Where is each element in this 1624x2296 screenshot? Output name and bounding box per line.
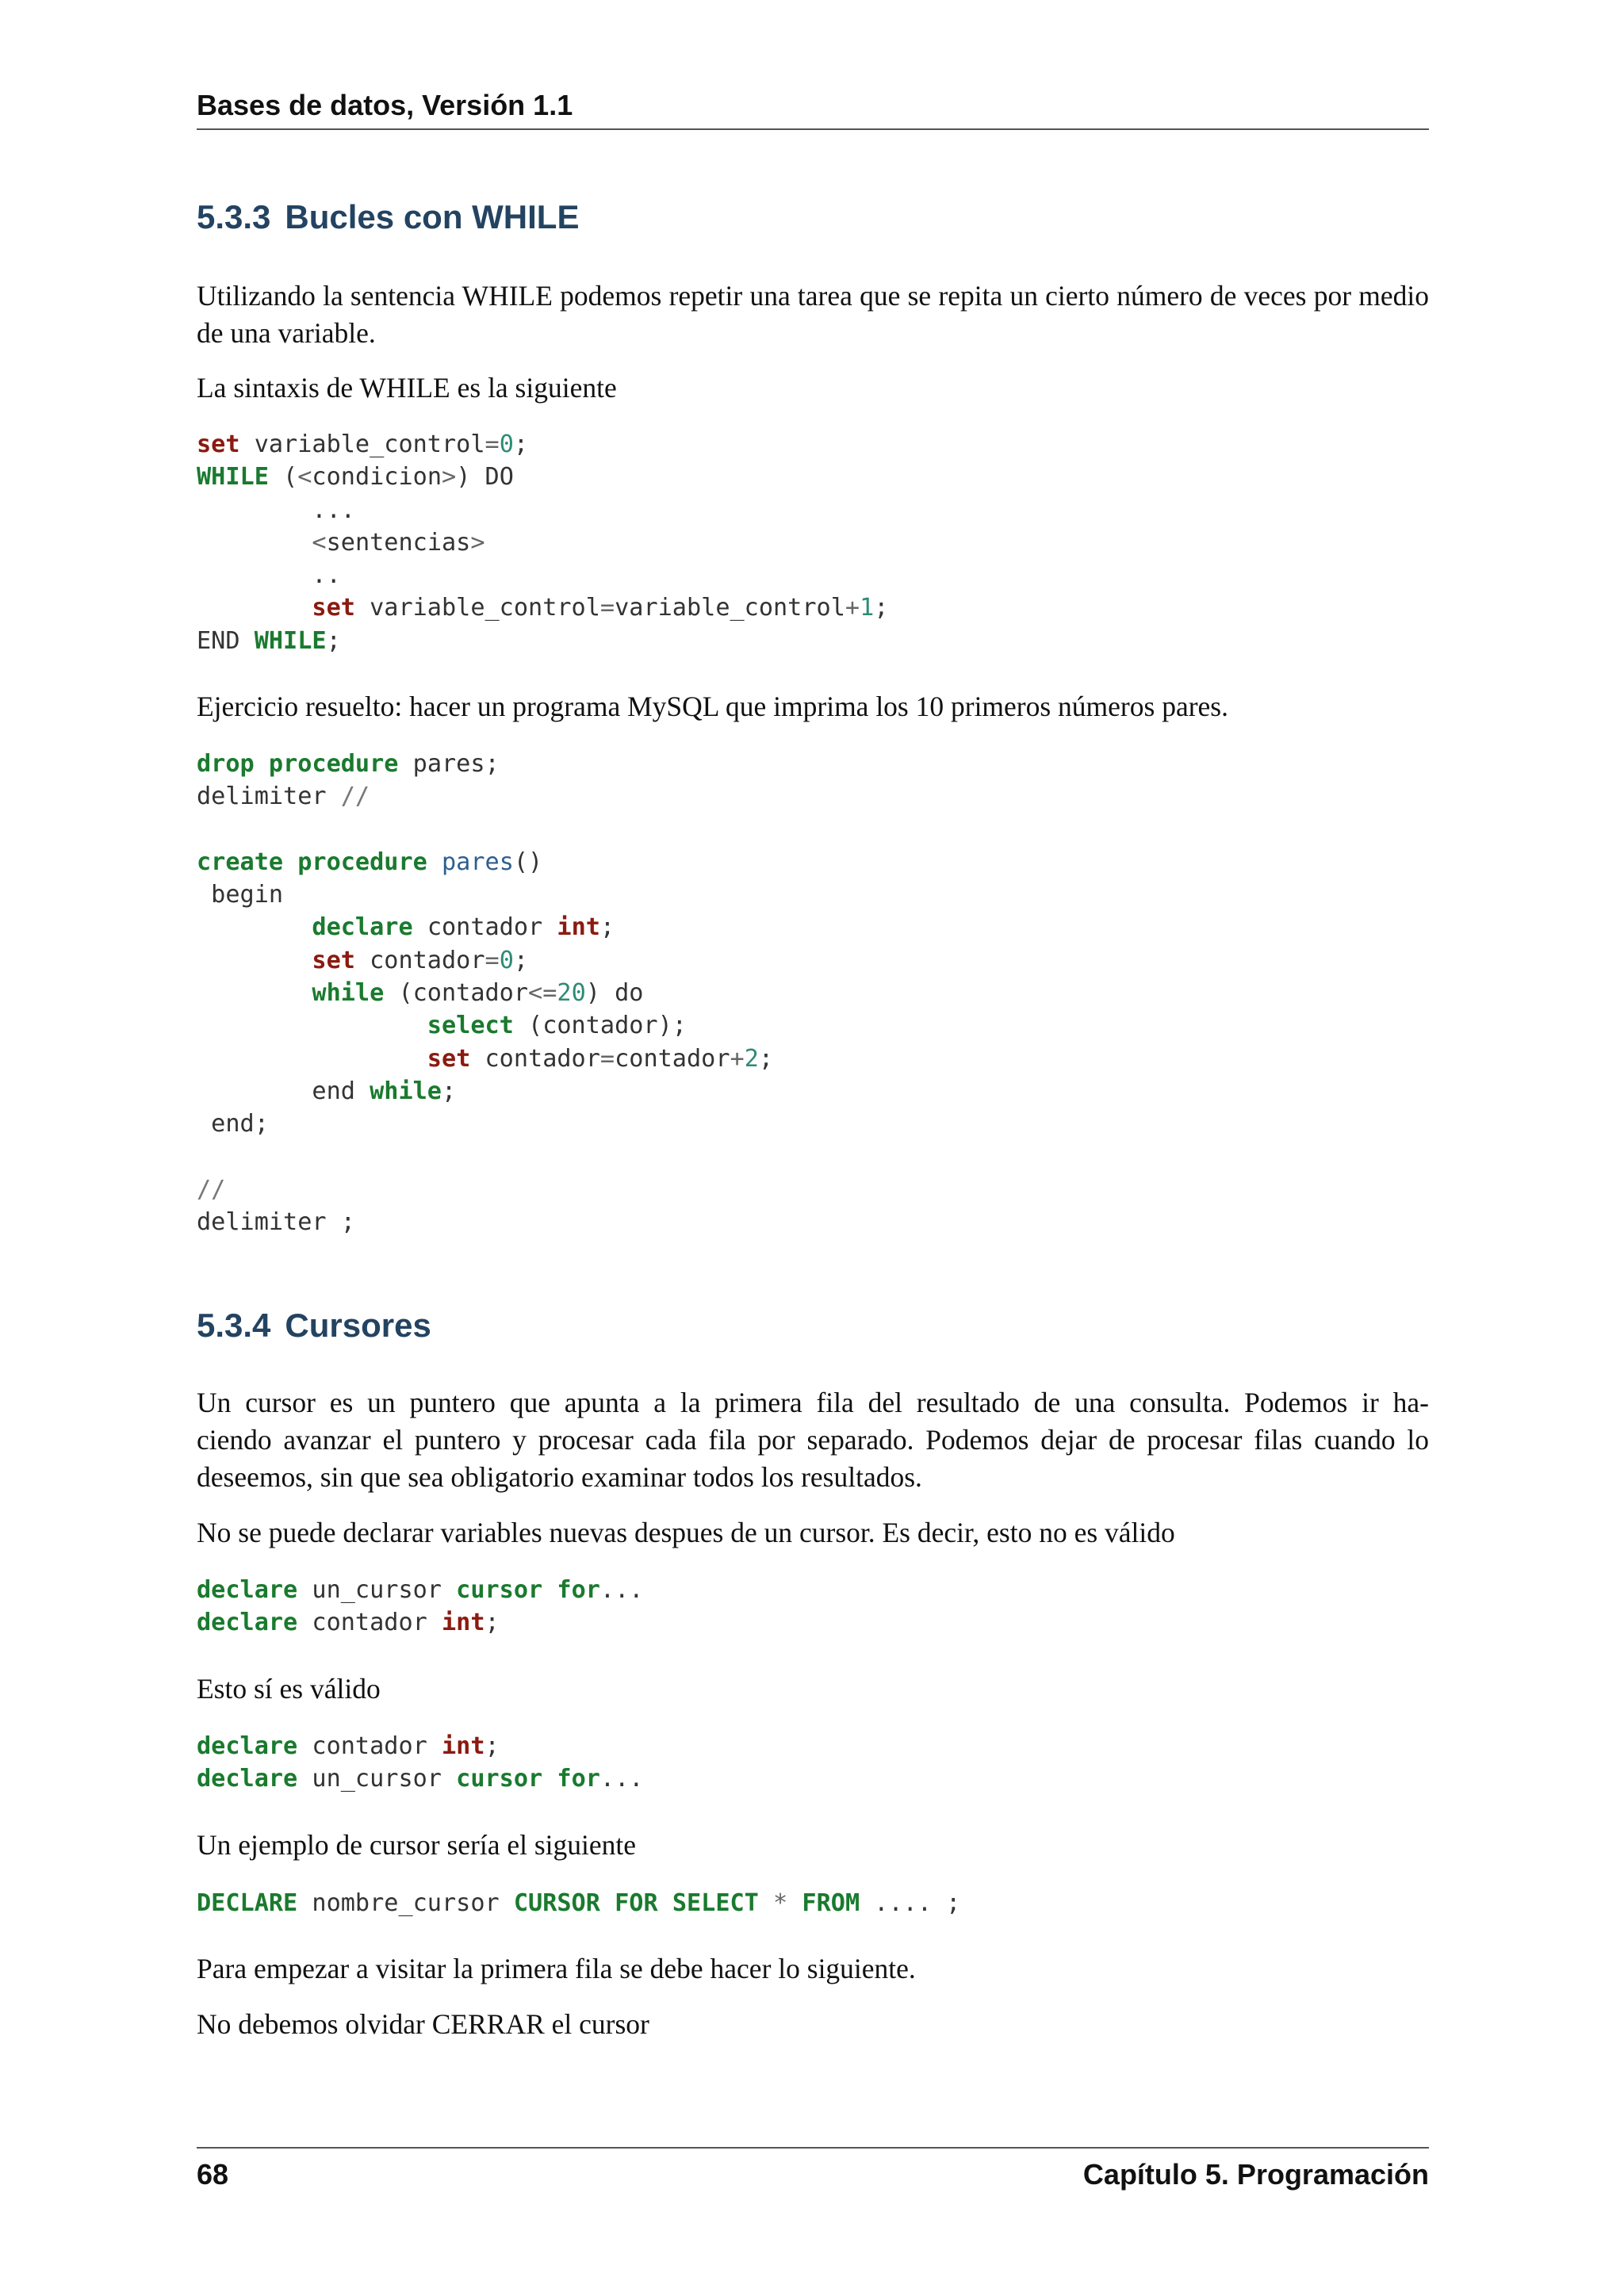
code-token: delimiter xyxy=(197,783,341,811)
code-token: variable_control xyxy=(239,430,485,458)
code-token: declare xyxy=(312,913,413,942)
code-token: 0 xyxy=(499,946,514,974)
code-token: sentencias xyxy=(326,528,471,557)
code-line xyxy=(197,1176,225,1203)
code-line xyxy=(197,913,615,941)
code-token: contador xyxy=(412,913,557,942)
code-token: = xyxy=(599,1044,615,1073)
code-token: int xyxy=(441,1732,485,1760)
code-token: set xyxy=(197,430,240,458)
code-token: .... ; xyxy=(860,1889,961,1917)
code-token: contador xyxy=(615,1044,730,1073)
code-line xyxy=(197,1732,500,1760)
code-token: 1 xyxy=(860,594,875,622)
code-token xyxy=(255,750,269,778)
code-token: for xyxy=(557,1576,600,1604)
code-token xyxy=(542,1765,557,1793)
code-token: set xyxy=(312,946,355,974)
code-token: begin xyxy=(197,881,284,909)
code-token: end; xyxy=(197,1110,269,1138)
code-token: < xyxy=(297,463,312,492)
code-token: FROM xyxy=(802,1889,860,1917)
code-line xyxy=(197,496,355,524)
section-title: Cursores xyxy=(285,1307,431,1344)
document-page xyxy=(197,0,1429,2296)
code-block-while-syntax xyxy=(197,428,888,657)
code-token: while xyxy=(370,1077,442,1105)
code-line xyxy=(197,463,514,491)
code-token: * xyxy=(773,1889,788,1917)
paragraph-valid-label: Esto sí es válido xyxy=(197,1673,381,1705)
paragraph-cursor-rule: No se puede declarar variables nuevas despues de un cursor. Es decir, esto no es válido xyxy=(197,1517,1175,1548)
code-block-cursor-example xyxy=(197,1887,960,1919)
code-token: select xyxy=(427,1012,514,1040)
page-footer xyxy=(197,2147,1429,2191)
section-number: 5.3.3 xyxy=(197,198,271,235)
code-token: contador xyxy=(470,1044,600,1073)
section-title: Bucles con WHILE xyxy=(285,198,580,235)
code-line xyxy=(197,1077,456,1105)
code-line xyxy=(197,1765,643,1793)
code-token: > xyxy=(442,463,457,492)
code-line xyxy=(197,979,643,1007)
code-token: END xyxy=(197,626,255,655)
code-token xyxy=(197,594,312,622)
code-block-valid-declare xyxy=(197,1730,643,1796)
code-token: pares xyxy=(442,848,514,876)
code-token: cursor xyxy=(456,1576,543,1604)
code-token: contador xyxy=(297,1609,442,1637)
code-token: ( xyxy=(268,463,298,492)
code-token: // xyxy=(197,1175,226,1203)
paragraph-line: deseemos, sin que sea obligatorio examinar todos los resultados. xyxy=(197,1461,922,1493)
code-token: set xyxy=(427,1044,471,1073)
code-token xyxy=(600,1889,615,1917)
code-block-invalid-declare xyxy=(197,1574,643,1640)
code-token: ; xyxy=(485,1732,500,1760)
paragraph-while-syntax-label: La sintaxis de WHILE es la siguiente xyxy=(197,372,617,404)
code-line xyxy=(197,881,283,909)
page-number: 68 xyxy=(197,2158,229,2191)
code-line xyxy=(197,594,888,622)
code-token: FOR xyxy=(615,1889,658,1917)
code-token: ; xyxy=(326,626,341,655)
code-token: int xyxy=(557,913,600,942)
code-token xyxy=(759,1889,773,1917)
code-line xyxy=(197,1609,500,1636)
code-token: procedure xyxy=(297,848,427,876)
code-token: procedure xyxy=(268,750,399,778)
code-token: nombre_cursor xyxy=(297,1889,514,1917)
code-token: variable_control xyxy=(615,594,845,622)
code-token: ; xyxy=(513,946,529,974)
code-token: int xyxy=(441,1609,485,1637)
code-line xyxy=(197,430,528,458)
paragraph-line: Un cursor es un puntero que apunta a la primera fila del resultado de una consulta. Podemos ir ha- xyxy=(197,1387,1429,1418)
code-token: declare xyxy=(197,1732,298,1760)
code-token: drop xyxy=(197,750,255,778)
code-token: ; xyxy=(758,1044,774,1073)
code-token: WHILE xyxy=(254,626,327,655)
code-token: WHILE xyxy=(197,463,269,492)
code-token: > xyxy=(470,528,485,557)
code-line xyxy=(197,561,341,589)
code-token: declare xyxy=(197,1765,298,1793)
code-token: variable_control xyxy=(354,594,600,622)
code-token: + xyxy=(845,594,860,622)
code-token: < xyxy=(312,528,327,557)
code-token xyxy=(283,848,297,876)
code-token: SELECT xyxy=(672,1889,759,1917)
code-block-pares-procedure xyxy=(197,748,773,1238)
code-token xyxy=(197,1045,427,1073)
code-token: = xyxy=(599,594,615,622)
code-token: create xyxy=(197,848,284,876)
code-line xyxy=(197,627,341,655)
code-line xyxy=(197,848,542,876)
code-token: ; xyxy=(513,430,529,458)
paragraph-line: ciendo avanzar el puntero y procesar cada fila por separado. Podemos dejar de procesar filas cuando lo xyxy=(197,1424,1429,1456)
code-token: declare xyxy=(197,1576,298,1604)
code-token: = xyxy=(485,430,500,458)
code-token xyxy=(197,979,312,1007)
code-token: 0 xyxy=(499,430,514,458)
code-line xyxy=(197,1045,773,1073)
section-heading-while xyxy=(197,198,1429,236)
code-line xyxy=(197,1110,269,1138)
code-token: ) do xyxy=(585,979,644,1008)
code-token: = xyxy=(485,946,500,974)
code-token xyxy=(197,913,312,941)
code-token: 20 xyxy=(557,979,586,1008)
code-token: set xyxy=(312,594,355,622)
code-token: un_cursor xyxy=(297,1576,457,1604)
code-token: ; xyxy=(599,913,615,942)
code-token: ... xyxy=(599,1576,644,1604)
code-token: + xyxy=(730,1044,745,1073)
code-token: (contador); xyxy=(513,1012,687,1040)
code-token: pares; xyxy=(398,750,500,778)
code-token: ; xyxy=(441,1077,457,1105)
code-line xyxy=(197,1889,960,1917)
code-line xyxy=(197,750,500,778)
paragraph-close-cursor: No debemos olvidar CERRAR el cursor xyxy=(197,2008,649,2040)
code-token: delimiter ; xyxy=(197,1208,355,1237)
paragraph-cursor-definition xyxy=(197,1384,1429,1496)
code-token: CURSOR xyxy=(513,1889,600,1917)
code-token: DECLARE xyxy=(197,1889,298,1917)
code-token: cursor xyxy=(456,1765,543,1793)
code-token: 2 xyxy=(744,1044,759,1073)
section-heading-cursores xyxy=(197,1307,1429,1345)
code-token: ; xyxy=(874,594,889,622)
code-token: while xyxy=(312,979,385,1008)
paragraph-visit-first-row: Para empezar a visitar la primera fila se debe hacer lo siguiente. xyxy=(197,1953,916,1984)
code-line xyxy=(197,783,370,810)
chapter-title: Capítulo 5. Programación xyxy=(1082,2158,1429,2191)
running-header: Bases de datos, Versión 1.1 xyxy=(197,89,1429,130)
code-token: declare xyxy=(197,1609,298,1637)
paragraph-while-intro: Utilizando la sentencia WHILE podemos repetir una tarea que se repita un cierto número de veces por medio de una variable. xyxy=(197,280,1429,349)
code-token: end xyxy=(197,1077,370,1105)
code-token xyxy=(658,1889,672,1917)
code-token: contador xyxy=(297,1732,442,1760)
code-token: () xyxy=(513,848,543,876)
code-line xyxy=(197,1208,355,1236)
paragraph-exercise: Ejercicio resuelto: hacer un programa MySQL que imprima los 10 primeros números pares. xyxy=(197,691,1228,722)
code-token xyxy=(787,1889,802,1917)
code-token: (contador xyxy=(384,979,529,1008)
code-line xyxy=(197,529,485,557)
code-token xyxy=(427,848,442,876)
code-line xyxy=(197,1576,643,1604)
code-token: ) DO xyxy=(456,463,514,492)
code-token: <= xyxy=(528,979,557,1008)
section-number: 5.3.4 xyxy=(197,1307,271,1344)
code-token: // xyxy=(340,783,370,811)
code-token: ; xyxy=(485,1609,500,1637)
code-line xyxy=(197,947,528,974)
code-token: .. xyxy=(197,561,341,590)
code-token: condicion xyxy=(312,463,442,492)
code-token: for xyxy=(557,1765,600,1793)
code-token: ... xyxy=(197,496,355,524)
code-token xyxy=(197,947,312,974)
code-token xyxy=(542,1576,557,1604)
paragraph-cursor-example-label: Un ejemplo de cursor sería el siguiente xyxy=(197,1829,637,1861)
code-token xyxy=(197,1012,427,1039)
code-token xyxy=(197,529,312,557)
code-token: ... xyxy=(599,1765,644,1793)
code-token: un_cursor xyxy=(297,1765,457,1793)
code-token: contador xyxy=(354,946,485,974)
code-line xyxy=(197,1012,687,1039)
